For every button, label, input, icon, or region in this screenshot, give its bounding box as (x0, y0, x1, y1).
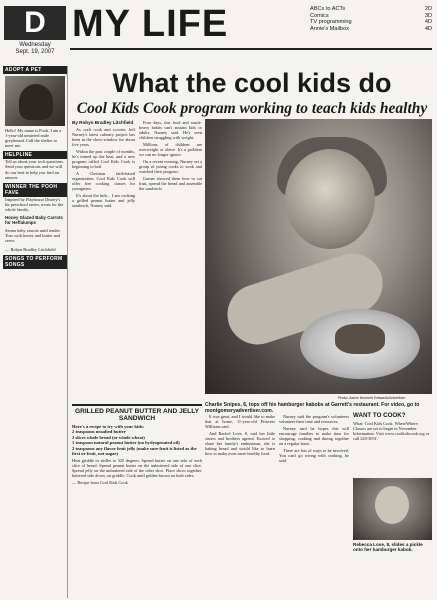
recipe-ingredient: 2 teaspoons any flavor fruit jelly (make sure fruit is listed as the first or fruit, not sugar) (72, 445, 197, 457)
masthead-rule (70, 48, 432, 50)
secondary-photo-child (375, 486, 409, 524)
photo-caption: Charlie Snipes, 6, tops off his hamburger kabobs at Garrett's restaurant. For video, go to montgomeryadvertiser.com. (205, 402, 420, 414)
index-page: 4D (424, 25, 432, 32)
photo-child-face (285, 149, 375, 249)
index-label: Comics (310, 12, 329, 19)
main-photo (205, 119, 432, 394)
info-box-title: WANT TO COOK? (353, 412, 406, 419)
paragraph: Nurney said the program's volunteers volunteer their time and resources. (279, 414, 349, 424)
article-column-2 (139, 120, 202, 400)
helpline-heading: HELPLINE (3, 151, 67, 159)
paragraph: It was great, and I would like to make that at home, 11-year-old Princess Williams said. (205, 414, 275, 429)
headline: What the cool kids do (112, 68, 392, 98)
sidebar-recipe-name (3, 215, 67, 225)
subheadline: Cool Kids Cook program working to teach kids healthy (76, 100, 428, 117)
pet-photo (5, 76, 65, 126)
index-row (310, 6, 432, 13)
info-box-text: What: Cool Kids Cook. When/Where: Classes are set to begin in November. Information: Visit www.coolkidscook.org or call 220-3051. (353, 421, 430, 441)
index-row (310, 13, 432, 20)
recipe-intro: Here's a recipe to try with your kids: (72, 424, 145, 429)
secondary-caption: Rebecca Love, 8, slides a pickle onto her hamburger kabob. (353, 542, 423, 553)
photo-food (335, 324, 385, 354)
paragraph: Four days, fast food and snack-heavy habits can't sustain kids or adults, Nurney said. He's seen children struggling with weight. (139, 120, 202, 140)
recipe-source: — Recipe from Cool Kids Cook (72, 480, 128, 486)
paragraph: Garner showed them how to cut fruit, spread the bread and assemble the sandwich. (139, 176, 202, 191)
sidebar-recipe-credit: — Robyn Bradley Litchfield (5, 246, 56, 252)
info-box (353, 412, 432, 441)
section-title: MY LIFE (72, 3, 229, 45)
sidebar-recipe-title: Honey Glazed Baby Carrots for Heffalumps (5, 215, 63, 226)
index-label: Annie's Mailbox (310, 25, 350, 32)
index-page: 3D (424, 12, 432, 19)
paragraph: A Christian faith-based organization, Cool Kids Cook will offer free cooking classes for youngsters. (72, 171, 135, 191)
recipe-directions: Heat griddle or skillet to 325 degrees. Spread butter on one side of each slice of bread. Spread peanut butter on the unbuttered side of one slice. Spread jelly on the unbuttered side of the other slice. Place slices together, buttered side down, on griddle. Cook until golden brown on both sides. (72, 458, 202, 479)
paragraph: Millions of children are overweight or obese. It's a problem we can no longer ignore. (139, 142, 202, 157)
index-label: ABCs to ACTs (310, 6, 346, 12)
adopt-heading: ADOPT A PET (3, 66, 67, 74)
date-weekday: Wednesday (19, 42, 51, 48)
songs-heading: SONGS TO PERFORM SONGS (3, 255, 67, 269)
article-column-4 (279, 414, 349, 594)
secondary-photo (353, 478, 432, 540)
dog-figure (19, 84, 53, 120)
dateline (4, 42, 66, 56)
article-column-1 (72, 120, 135, 400)
recipe-box (72, 404, 202, 598)
paragraph: As craft cook and scooter, Jeff Nurney's latest culinary project has been in the show-window for about five years. (72, 127, 135, 147)
sidebar (3, 66, 68, 598)
index-label: TV programming (310, 19, 352, 26)
photo-credit: Photo: Aaron Kenneth Edwards/Advertiser (338, 396, 406, 400)
helpline-text: Tell us about your tech questions. Send your questions and we will do our best to help you find an answer. (5, 159, 64, 180)
date-full: Sept. 19, 2007 (15, 49, 55, 55)
recipe-ingredient: 2 teaspoons unsalted butter (72, 429, 126, 435)
paragraph: Within the past couple of months, he's turned up the heat, and a new program called Cool Kids Cook is beginning to boil. (72, 149, 135, 169)
index-row (310, 26, 432, 33)
winner-text: Inspired by Playhouse Disney's hit preschool series, treats for the whole family. (5, 196, 64, 212)
adopt-text: Hello! My name is Pooh. I am a 1-year-old neutered male greyhound. Call the shelter to meet me. (5, 128, 62, 149)
recipe-title: GRILLED PEANUT BUTTER AND JELLY SANDWICH (74, 408, 200, 422)
section-index (310, 6, 432, 32)
paragraph: On a recent evening, Nurney set a group of young cooks to work and watched their progress. (139, 159, 202, 174)
paragraph: There are lots of ways to be involved. You can't go wrong with cooking, he said. (279, 448, 349, 463)
article-column-3 (205, 414, 275, 594)
index-page: 4D (424, 19, 432, 26)
index-row (310, 19, 432, 26)
index-page: 2D (424, 6, 432, 12)
paragraph: Nurney said he hopes this will encourage families to make time for shopping, cooking and dining together on a regular basis. (279, 426, 349, 446)
recipe-ingredient: 1 teaspoon natural peanut butter (no hydrogenated oil) (72, 440, 180, 446)
paragraph: And Rachel Love, 8, said her little sisters and brothers agreed. Excited to share her family's enthusiasm, she is baking bread and would like to learn how to make even more healthy food. (205, 431, 275, 456)
sidebar-recipe-text: Steam baby carrots until tender. Toss with honey and butter and serve. (5, 228, 61, 244)
section-letter: D (4, 6, 66, 40)
recipe-ingredient: 2 slices whole bread (or whole wheat) (72, 434, 145, 440)
winner-heading: WINNER THE POOH FAVE (3, 183, 67, 197)
byline: By Robyn Bradley Litchfield (72, 120, 134, 125)
paragraph: It's about the kids... I am cooking a grilled peanut butter and jelly sandwich, Nurney said. (72, 193, 135, 208)
